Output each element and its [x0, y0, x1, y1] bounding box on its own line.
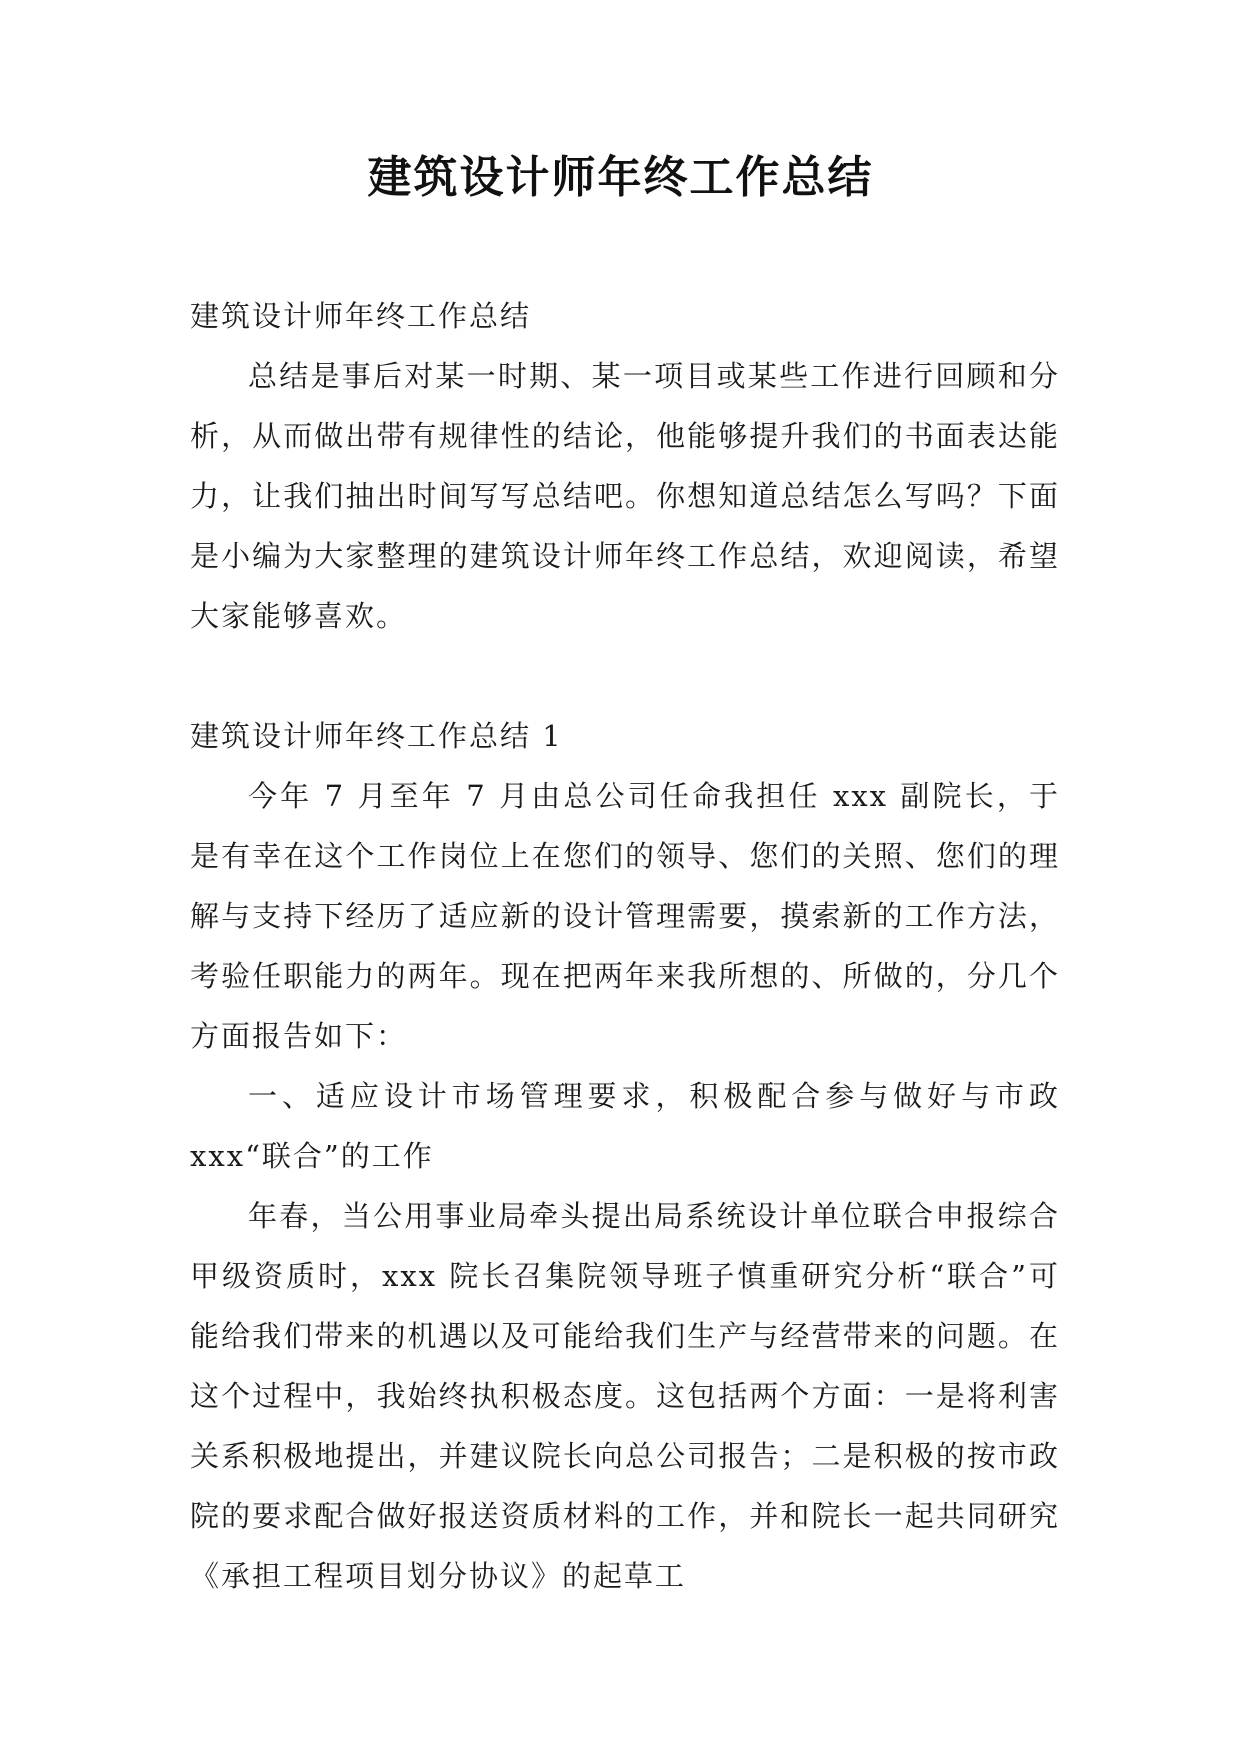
body-paragraph: 年春，当公用事业局牵头提出局系统设计单位联合申报综合甲级资质时，xxx 院长召集院领导班子慎重研究分析“联合”可能给我们带来的机遇以及可能给我们生产与经营带来的问题。在这个过程中，我始终执积极态度。这包括两个方面：一是将利害关系积极地提出，并建议院长向总公司报告；二是积极的按市政院的要求配合做好报送资质材料的工作，并和院长一起共同研究《承担工程项目划分协议》的起草工	[190, 1199, 1060, 1593]
document-subtitle: 建筑设计师年终工作总结	[190, 299, 532, 333]
subsection-heading: 一、适应设计市场管理要求，积极配合参与做好与市政 xxx“联合”的工作	[190, 1079, 1060, 1173]
intro-paragraph: 总结是事后对某一时期、某一项目或某些工作进行回顾和分析，从而做出带有规律性的结论，他能够提升我们的书面表达能力，让我们抽出时间写写总结吧。你想知道总结怎么写吗？下面是小编为大家整理的建筑设计师年终工作总结，欢迎阅读，希望大家能够喜欢。	[190, 359, 1060, 633]
body-paragraph: 今年 7 月至年 7 月由总公司任命我担任 xxx 副院长，于是有幸在这个工作岗位上在您们的领导、您们的关照、您们的理解与支持下经历了适应新的设计管理需要，摸索新的工作方法，考验任职能力的两年。现在把两年来我所想的、所做的，分几个方面报告如下：	[190, 779, 1060, 1053]
document-body	[190, 286, 1060, 1606]
section-spacer	[190, 646, 1060, 706]
section-heading: 建筑设计师年终工作总结 1	[190, 719, 563, 753]
document-title: 建筑设计师年终工作总结	[367, 152, 874, 203]
